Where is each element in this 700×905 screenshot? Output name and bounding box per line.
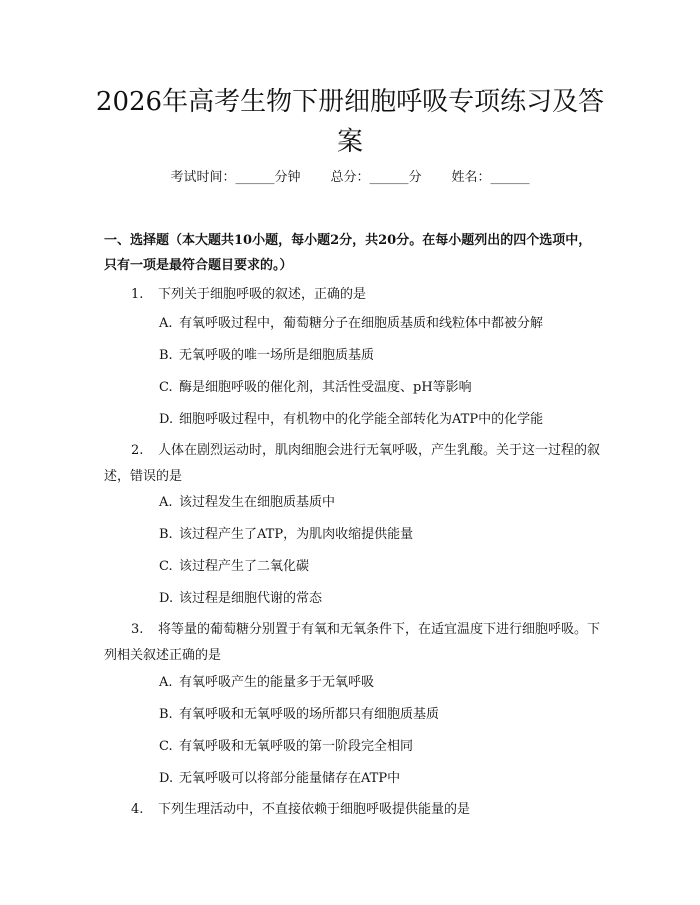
option-text: 有氧呼吸和无氧呼吸的第一阶段完全相同 (179, 739, 414, 754)
question-2-option-a (159, 493, 599, 513)
option-letter: C. (159, 380, 173, 395)
total-score-field: 总分：______分 (330, 170, 422, 185)
exam-meta-line (0, 168, 700, 188)
option-text: 无氧呼吸的唯一场所是细胞质基质 (179, 348, 375, 363)
question-3-option-c (159, 737, 599, 757)
question-stem: 将等量的葡萄糖分别置于有氧和无氧条件下，在适宜温度下进行细胞呼吸。下列相关叙述正确的是 (104, 622, 601, 663)
section-heading: 一、选择题（本大题共10小题，每小题2分，共20分。在每小题列出的四个选项中，只有一项是最符合题目要求的。） (104, 233, 592, 273)
option-letter: B. (159, 348, 173, 363)
question-number: 4. (131, 802, 144, 817)
option-text: 该过程发生在细胞质基质中 (179, 495, 336, 510)
option-letter: B. (159, 527, 173, 542)
question-3-option-b (159, 705, 599, 725)
student-name-field: 姓名：______ (451, 170, 530, 185)
question-2 (104, 438, 602, 490)
question-number: 1. (131, 287, 144, 302)
option-letter: D. (159, 771, 174, 786)
option-letter: D. (159, 412, 174, 427)
option-letter: B. (159, 707, 173, 722)
option-letter: A. (159, 495, 173, 510)
option-letter: C. (159, 559, 173, 574)
option-text: 该过程产生了ATP，为肌肉收缩提供能量 (179, 527, 414, 542)
question-number: 2. (131, 443, 144, 458)
question-1 (104, 282, 602, 308)
question-3 (104, 617, 602, 669)
question-4 (104, 797, 602, 823)
question-1-option-b (159, 346, 599, 366)
option-text: 该过程产生了二氧化碳 (179, 559, 310, 574)
option-text: 有氧呼吸过程中，葡萄糖分子在细胞质基质和线粒体中都被分解 (179, 316, 544, 331)
option-letter: A. (159, 316, 173, 331)
document-title: 2026年高考生物下册细胞呼吸专项练习及答案 (95, 87, 605, 157)
option-text: 有氧呼吸产生的能量多于无氧呼吸 (179, 675, 375, 690)
option-letter: D. (159, 591, 174, 606)
option-text: 无氧呼吸可以将部分能量储存在ATP中 (179, 771, 401, 786)
question-1-option-a (159, 314, 599, 334)
option-letter: C. (159, 739, 173, 754)
question-number: 3. (131, 622, 144, 637)
question-1-option-c (159, 378, 599, 398)
exam-time-field: 考试时间：______分钟 (170, 170, 301, 185)
option-text: 有氧呼吸和无氧呼吸的场所都只有细胞质基质 (179, 707, 440, 722)
question-stem: 下列关于细胞呼吸的叙述，正确的是 (158, 287, 367, 302)
option-text: 酶是细胞呼吸的催化剂，其活性受温度、pH等影响 (179, 380, 472, 395)
option-text: 该过程是细胞代谢的常态 (179, 591, 323, 606)
option-letter: A. (159, 675, 173, 690)
question-2-option-d (159, 589, 599, 609)
question-3-option-a (159, 673, 599, 693)
question-1-option-d (159, 410, 599, 430)
question-3-option-d (159, 769, 599, 789)
option-text: 细胞呼吸过程中，有机物中的化学能全部转化为ATP中的化学能 (179, 412, 544, 427)
question-2-option-b (159, 525, 599, 545)
question-2-option-c (159, 557, 599, 577)
question-stem: 人体在剧烈运动时，肌肉细胞会进行无氧呼吸，产生乳酸。关于这一过程的叙述，错误的是 (104, 443, 601, 484)
question-stem: 下列生理活动中，不直接依赖于细胞呼吸提供能量的是 (158, 802, 471, 817)
